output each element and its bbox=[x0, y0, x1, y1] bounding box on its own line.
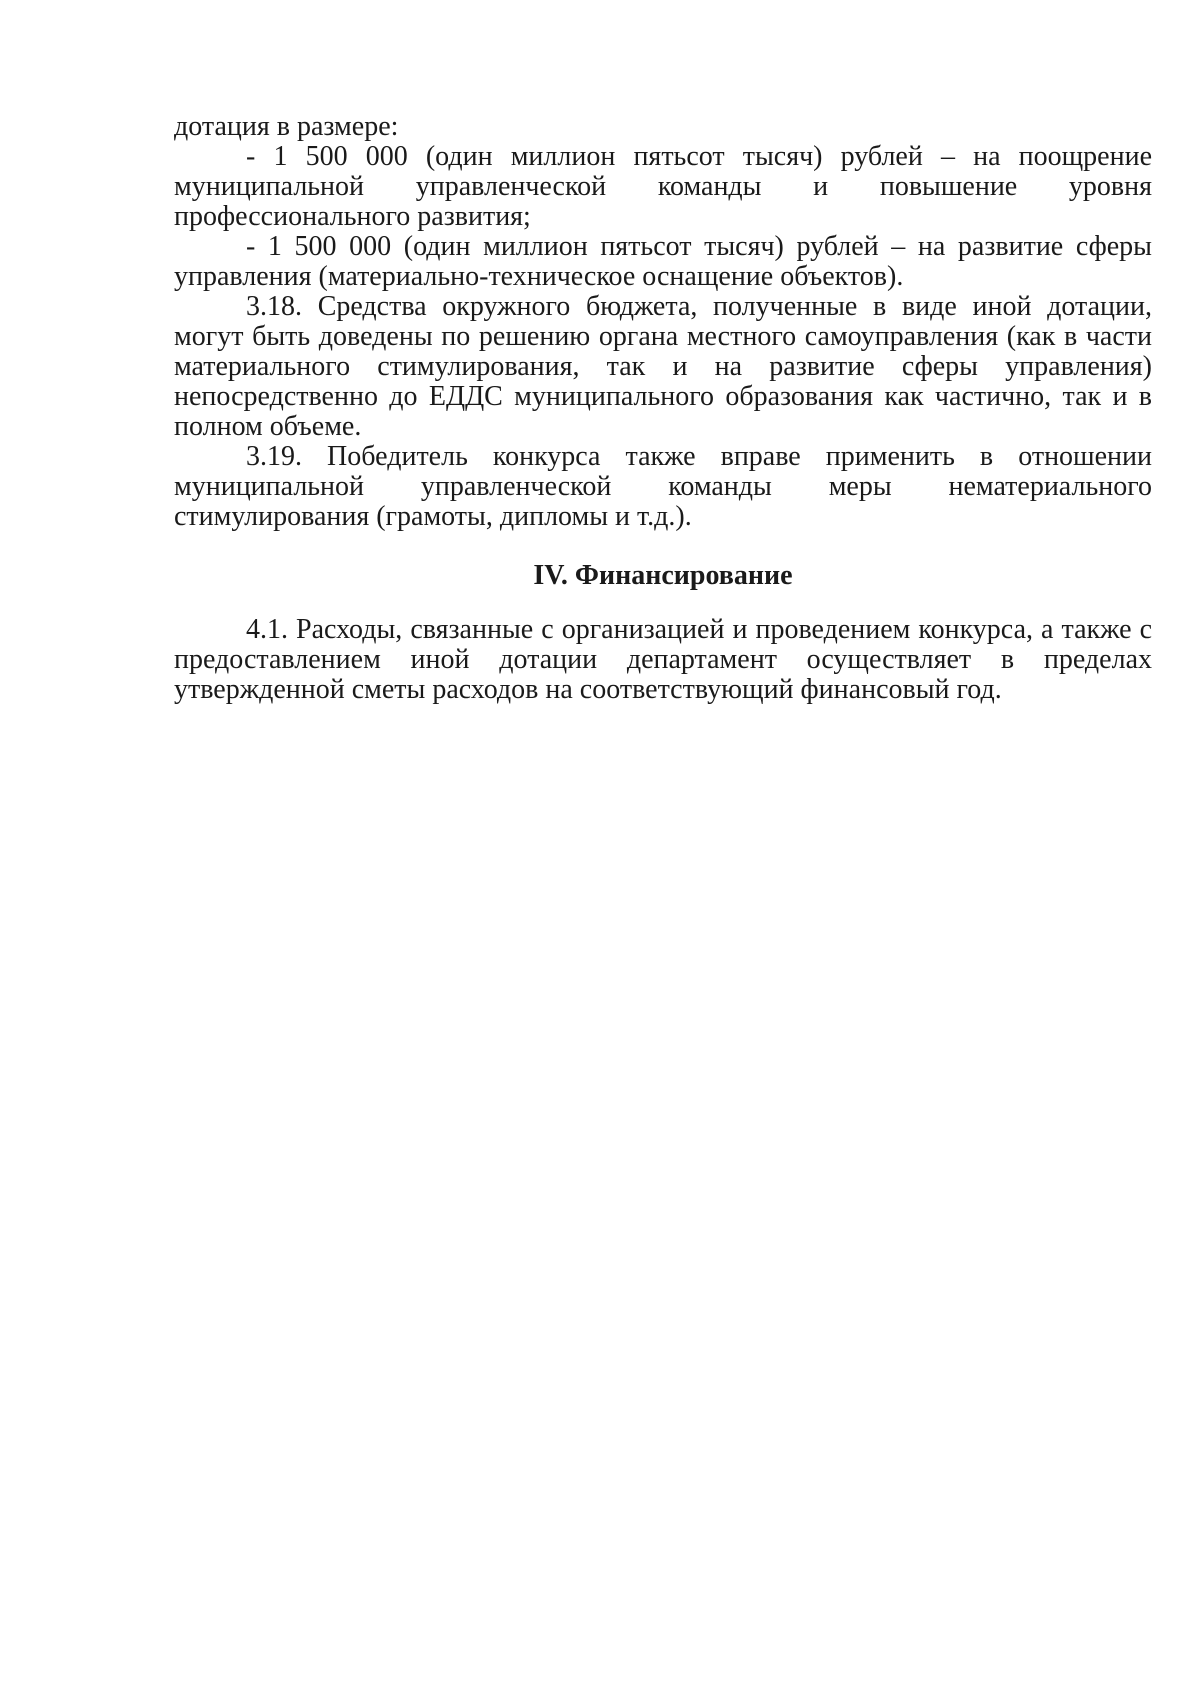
paragraph-subsidy-item-2: - 1 500 000 (один миллион пятьсот тысяч) рублей – на развитие сферы управления (материально-техническое оснащение объектов). bbox=[174, 231, 1152, 292]
paragraph-subsidy-intro: дотация в размере: bbox=[174, 111, 399, 142]
document-body bbox=[174, 112, 1152, 705]
paragraph-4-1: 4.1. Расходы, связанные с организацией и проведением конкурса, а также с предоставлением иной дотации департамент осуществляет в пределах утвержденной сметы расходов на соответствующий финансовый год. bbox=[174, 614, 1152, 705]
paragraph-3-18: 3.18. Средства окружного бюджета, полученные в виде иной дотации, могут быть доведены по решению органа местного самоуправления (как в части материального стимулирования, так и на развитие сферы управления) непосредственно до ЕДДС муниципального образования как частично, так и в полном объеме. bbox=[174, 291, 1152, 442]
section-heading-financing: IV. Финансирование bbox=[533, 560, 793, 591]
paragraph-subsidy-item-1: - 1 500 000 (один миллион пятьсот тысяч) рублей – на поощрение муниципальной управленческой команды и повышение уровня профессионального развития; bbox=[174, 141, 1152, 232]
paragraph-3-19: 3.19. Победитель конкурса также вправе применить в отношении муниципальной управленческой команды меры нематериального стимулирования (грамоты, дипломы и т.д.). bbox=[174, 441, 1152, 532]
